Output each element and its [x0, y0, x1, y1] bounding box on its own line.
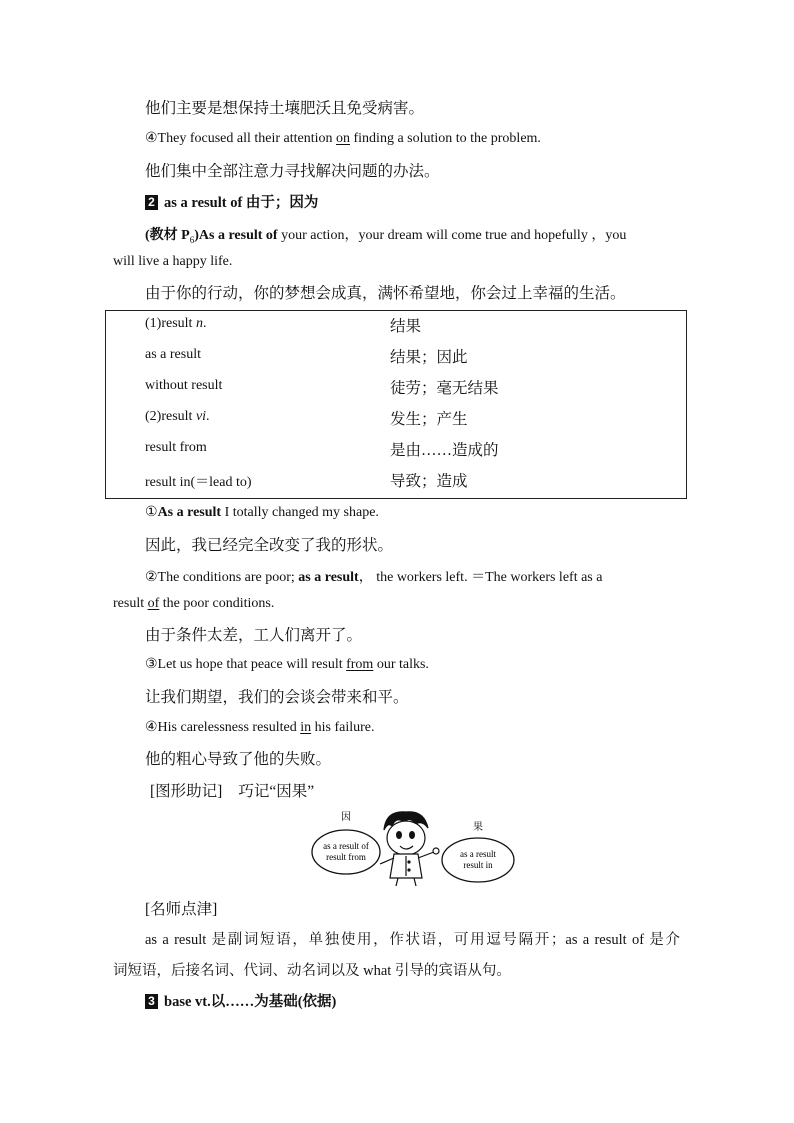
- translation-line: 他的粗心导致了他的失败。: [145, 751, 332, 768]
- example-sentence: ②The conditions are poor; as a result， the workers left. ＝The workers left as a: [145, 570, 603, 585]
- table-row-zh: 发生；产生: [390, 411, 468, 428]
- textbook-example-cont: will live a happy life.: [113, 254, 233, 269]
- cause-text-2: result from: [326, 852, 366, 862]
- table-row-en: (1)result n.: [145, 316, 207, 331]
- table-row-en: result in(＝lead to): [145, 475, 252, 490]
- phrase-table: [105, 310, 687, 499]
- section-number-badge: 2: [145, 195, 158, 210]
- section-number-badge: 3: [145, 994, 158, 1009]
- example-sentence: ④His carelessness resulted in his failure.: [145, 720, 375, 735]
- cause-label: 因: [341, 812, 351, 823]
- translation-line: 由于条件太差，工人们离开了。: [145, 627, 363, 644]
- section-heading-3: 3 base vt.以……为基础(依据): [145, 990, 336, 1011]
- textbook-example: (教材 $P_6)As$ a result of your action，your dream will come true and hopefully ，you: [145, 228, 627, 245]
- table-row-zh: 导致；造成: [390, 473, 468, 490]
- effect-label: 果: [473, 822, 483, 833]
- translation-line: 他们集中全部注意力寻找解决问题的办法。: [145, 163, 440, 180]
- table-row-en: result from: [145, 440, 207, 455]
- table-row-zh: 结果: [390, 318, 422, 335]
- table-row-en: as a result: [145, 347, 201, 362]
- cause-text-1: as a result of: [323, 841, 369, 851]
- table-row-zh: 结果；因此: [390, 349, 468, 366]
- effect-text-1: as a result: [460, 849, 496, 859]
- example-sentence: ③Let us hope that peace will result from our talks.: [145, 657, 429, 672]
- table-row-en: (2)result vi.: [145, 409, 210, 424]
- cause-effect-diagram: [306, 808, 518, 888]
- mnemonic-heading: [图形助记] 巧记“因果”: [150, 783, 315, 800]
- tip-text-line-2: 词短语，后接名词、代词、动名词以及 what 引导的宾语从句。: [113, 963, 511, 979]
- example-sentence: ④They focused all their attention on finding a solution to the problem.: [145, 131, 541, 146]
- translation-line: 因此，我已经完全改变了我的形状。: [145, 537, 394, 554]
- example-sentence: ①As a result I totally changed my shape.: [145, 505, 379, 520]
- translation-line: 由于你的行动，你的梦想会成真，满怀希望地，你会过上幸福的生活。: [145, 285, 626, 302]
- example-sentence-cont: result of the poor conditions.: [113, 596, 275, 611]
- translation-line: 他们主要是想保持土壤肥沃且免受病害。: [145, 100, 425, 117]
- cartoon-boy-icon: [380, 812, 439, 886]
- effect-text-2: result in: [463, 860, 493, 870]
- section-heading-2: 2 as a result of 由于；因为: [145, 191, 318, 212]
- tip-heading: [名师点津]: [145, 901, 218, 918]
- table-row-en: without result: [145, 378, 223, 393]
- table-row-zh: 徒劳；毫无结果: [390, 380, 499, 397]
- translation-line: 让我们期望，我们的会谈会带来和平。: [145, 689, 409, 706]
- tip-text-line-1: as a result 是副词短语，单独使用，作状语，可用逗号隔开；as a result of 是介: [145, 932, 680, 948]
- table-row-zh: 是由……造成的: [390, 442, 499, 459]
